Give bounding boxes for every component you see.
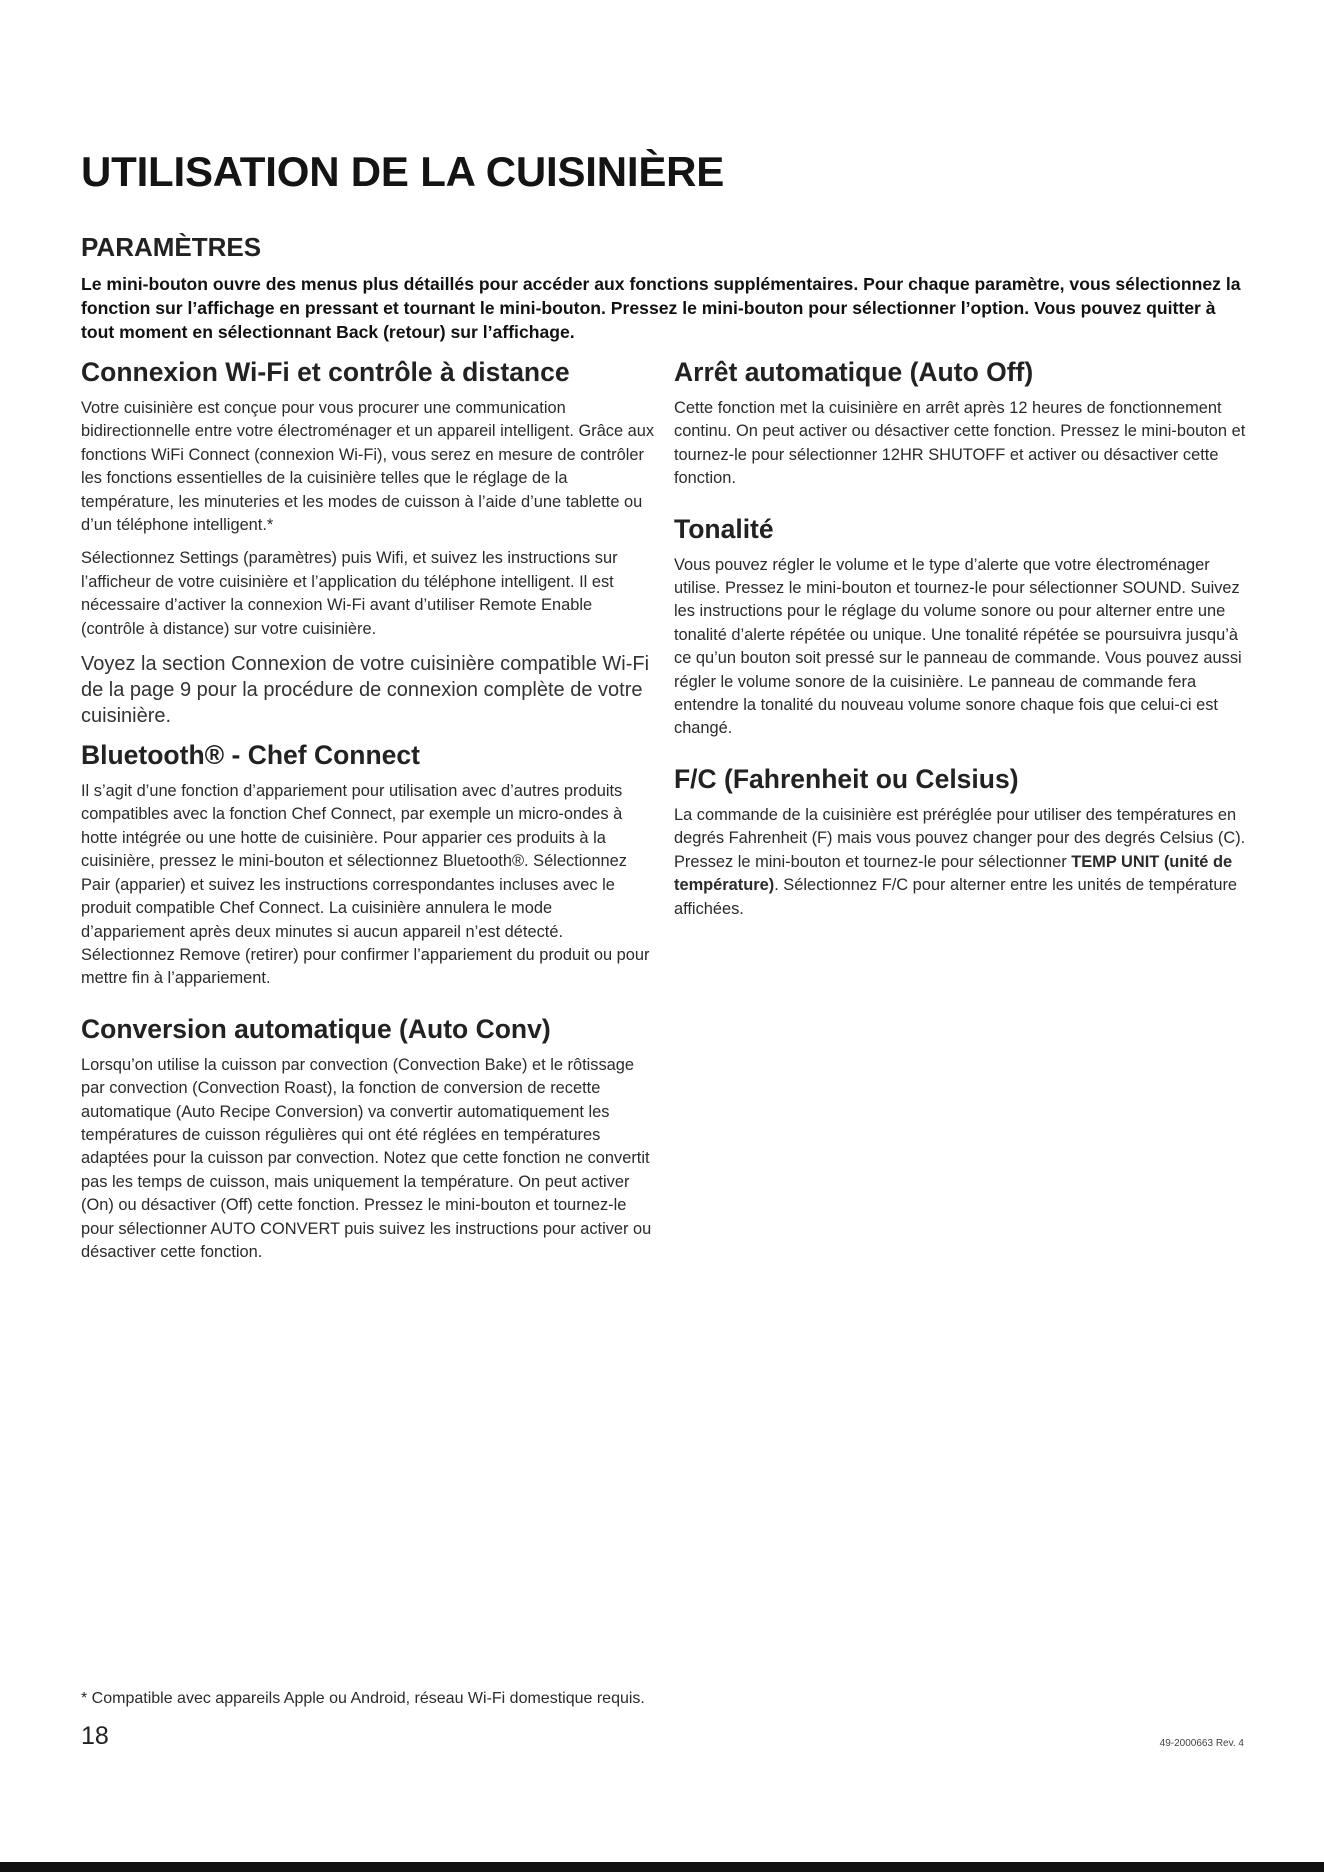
wifi-paragraph-2: Sélectionnez Settings (paramètres) puis Wifi, et suivez les instructions sur l’afficheur de votre cuisinière et l’application du téléphone intelligent. Il est nécessaire d’activer la connexion Wi-Fi avant d’utiliser Remote Enable (contrôle à distance) sur votre cuisinière. [81,549,618,638]
section-title: PARAMÈTRES [81,232,262,262]
fc-heading: F/C (Fahrenheit ou Celsius) [674,763,1019,794]
autooff-paragraph: Cette fonction met la cuisinière en arrêt après 12 heures de fonctionnement continu. On peut activer ou désactiver cette fonction. Pressez le mini-bouton et tournez-le pour sélectionner 12HR SHUTOFF et activer ou désactiver cette fonction. [674,399,1246,488]
autoconv-paragraph: Lorsqu’on utilise la cuisson par convection (Convection Bake) et le rôtissage par convection (Convection Roast), la fonction de conversion de recette automatique (Auto Recipe Conversion) va convertir automatiquement les températures de cuisson régulières qui ont été réglées en températures adaptées pour la cuisson par convection. Notez que cette fonction ne convertit pas les temps de cuisson, mais uniquement la température. On peut activer (On) ou désactiver (Off) cette fonction. Pressez le mini-bouton et tournez-le pour sélectionner AUTO CONVERT puis suivez les instructions pour activer ou désactiver cette fonction. [81,1055,652,1261]
page-title: UTILISATION DE LA CUISINIÈRE [81,148,725,195]
wifi-paragraph-3: Voyez la section Connexion de votre cuisinière compatible Wi-Fi de la page 9 pour la procédure de connexion complète de votre cuisinière. [81,653,650,728]
footnote: * Compatible avec appareils Apple ou Android, réseau Wi-Fi domestique requis. [81,1690,645,1707]
page-number: 18 [81,1722,109,1750]
tonalite-paragraph: Vous pouvez régler le volume et le type d’alerte que votre électroménager utilise. Pressez le mini-bouton et tournez-le pour sélectionner SOUND. Suivez les instructions pour le réglage du volume sonore ou pour alterner entre une tonalité d’alerte répétée ou unique. Une tonalité répétée se poursuivra jusqu’à ce qu’un bouton soit pressé sur le panneau de commande. Vous pouvez aussi régler le volume sonore de la cuisinière. Le panneau de commande fera entendre la tonalité du nouveau volume sonore chaque fois que celui-ci est changé. [674,555,1242,738]
bottom-rule [0,1862,1324,1872]
fc-paragraph [674,804,1249,921]
intro-paragraph: Le mini-bouton ouvre des menus plus détaillés pour accéder aux fonctions supplémentaires. Pour chaque paramètre, vous sélectionnez la fonction sur l’affichage en pressant et tournant le mini-bouton. Pressez le mini-bouton pour sélectionner l’option. Vous pouvez quitter à tout moment en sélectionnant Back (retour) sur l’affichage. [81,274,1241,342]
left-column [81,356,656,1274]
right-column [674,356,1249,931]
document-number: 49-2000663 Rev. 4 [1159,1738,1244,1749]
fc-text-bold: TEMP UNIT (unité de température) [674,852,1233,895]
bluetooth-paragraph: Il s’agit d’une fonction d’appariement pour utilisation avec d’autres produits compatibles avec la fonction Chef Connect, par exemple un micro-ondes à hotte intégrée ou une hotte de cuisinière. Pour apparier ces produits à la cuisinière, pressez le mini-bouton et sélectionnez Bluetooth®. Sélectionnez Pair (apparier) et suivez les instructions correspondantes incluses avec le produit compatible Chef Connect. La cuisinière annulera le mode d’appariement après deux minutes si aucun appareil n’est détecté. Sélectionnez Remove (retirer) pour confirmer l’appariement du produit ou pour mettre fin à l’appariement. [81,782,650,988]
bluetooth-heading: Bluetooth® - Chef Connect [81,740,420,771]
autooff-heading: Arrêt automatique (Auto Off) [674,357,1034,387]
fc-text-end: . Sélectionnez F/C pour alterner entre les unités de température affichées. [674,876,1238,918]
wifi-paragraph-1: Votre cuisinière est conçue pour vous procurer une communication bidirectionnelle entre votre électroménager et un appareil intelligent. Grâce aux fonctions WiFi Connect (connexion Wi-Fi), vous serez en mesure de contrôler les fonctions essentielles de la cuisinière telles que le réglage de la température, les minuteries et les modes de cuisson à l’aide d’une tablette ou d’un téléphone intelligent.* [81,399,655,535]
wifi-heading: Connexion Wi-Fi et contrôle à distance [81,357,570,387]
tonalite-heading: Tonalité [674,513,774,544]
fc-text-start: La commande de la cuisinière est préréglée pour utiliser des températures en degrés Fahrenheit (F) mais vous pouvez changer pour des degrés Celsius (C). Pressez le mini-bouton et tournez-le pour sélectionner [674,805,1246,871]
autoconv-heading: Conversion automatique (Auto Conv) [81,1013,551,1044]
